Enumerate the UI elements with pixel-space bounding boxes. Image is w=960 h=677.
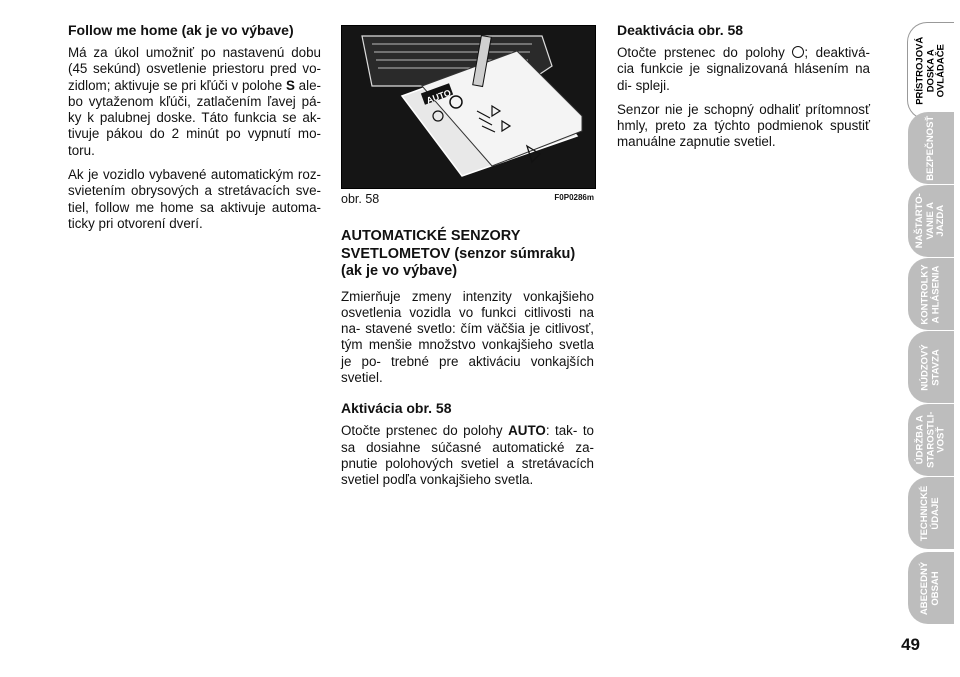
tab-nastartovanie[interactable] (908, 185, 954, 257)
paragraph-follow-me-home-2: Ak je vozidlo vybavené automatickým roz- svietením obrysových a stretávacích sve- tiel, follow me home sa aktivuje automa- ticky pri otvorení dverí. (68, 167, 321, 231)
tab-line: ABECEDNÝ (919, 561, 931, 615)
tab-line: NAŠTARTO- (914, 193, 926, 249)
tab-line: PRÍSTROJOVÁ (914, 36, 926, 106)
tab-label (926, 116, 937, 181)
tab-line: DOSKA A (924, 49, 936, 93)
paragraph-sensor-description: Zmierňuje zmeny intenzity vonkajšieho osvetlenia vozidla vo funkci citlivosti na na- stavené svetlo: čím väčšia je citlivosť, tým menšie množstvo vonkajšieho svetla je po- trebné pre aktiváciu vonkajších svetiel. (341, 288, 594, 385)
tab-line: TECHNICKÉ (919, 485, 931, 541)
paragraph-fog-note: Senzor nie je schopný odhaliť prítomnosť hmly, preto za týchto podmienok spustiť manuálne zapnutie svetiel. (617, 101, 870, 150)
column-middle (341, 228, 594, 496)
paragraph-follow-me-home-1 (68, 45, 321, 159)
tab-label (921, 344, 942, 390)
figure-code: F0P0286m (554, 193, 594, 202)
chapter-tabs (896, 0, 960, 677)
paragraph-activation (341, 423, 594, 488)
tab-bezpecnost[interactable] (908, 112, 954, 184)
column-right (617, 22, 870, 159)
figure-caption (341, 192, 594, 206)
tab-line: VOSŤ (935, 427, 947, 453)
heading-deactivation: Deaktivácia obr. 58 (617, 22, 744, 38)
page-number: 49 (901, 635, 920, 654)
text-segment: ale- bo vytaženom kľúči, zatlačením ľavej pá- ky k palubnej doske. Táto funkcia se ak- tivuje pákou do 2 minút po vypnutí mo- toru. (68, 77, 321, 158)
figure-caption-label: obr. 58 (341, 192, 380, 206)
light-stalk-drawing (342, 26, 595, 188)
tab-pristrojova-doska[interactable] (907, 22, 954, 120)
tab-line: JAZDA (935, 205, 947, 237)
tab-label (915, 193, 947, 248)
tab-udrzba[interactable] (908, 404, 954, 476)
heading-follow-me-home: Follow me home (ak je vo výbave) (68, 22, 294, 38)
auto-position: AUTO (508, 423, 546, 439)
figure-58-illustration (341, 25, 596, 189)
tab-line: ÚDRŽBA A (914, 415, 926, 465)
tab-line: BEZPEČNOSŤ (924, 115, 936, 181)
column-left (68, 22, 321, 240)
text-segment: Má za úkol umožniť po nastavenú dobu (45 sekúnd) osvetlenie priestoru pred vo- zidlom; aktivuje se pri kľúči v polohe (68, 45, 321, 93)
tab-kontrolky[interactable] (908, 258, 954, 330)
tab-line: STAVZA (930, 348, 942, 386)
tab-line: A HLÁSENIA (930, 265, 942, 323)
tab-line: KONTROLKY (919, 263, 931, 325)
text-segment: ; deaktivá- cia funkcie je signalizovaná hlásením na di- spleji. (617, 45, 870, 93)
text-segment: Otočte prstenec do polohy (341, 423, 509, 439)
tab-label (921, 561, 942, 614)
tab-nudzovy-stav[interactable] (908, 331, 954, 403)
text-segment: : tak- to sa dosiahne súčasné automatické za- pnutie polohových svetiel a stretávacích svetiel podľa vonkajšieho svetla. (341, 423, 594, 488)
paragraph-deactivation (617, 45, 870, 94)
tab-line: ÚDAJE (930, 496, 942, 530)
heading-activation: Aktivácia obr. 58 (341, 400, 452, 417)
tab-line: VANIE A (924, 202, 936, 240)
tab-line: OBSAH (930, 570, 941, 606)
tab-label (915, 37, 947, 105)
tab-technicke-udaje[interactable] (908, 477, 954, 549)
tab-abecedny-obsah[interactable] (908, 552, 954, 624)
auto-label: AUTO (425, 87, 453, 106)
key-position-s: S (285, 77, 295, 93)
heading-automatic-sensors: AUTOMATICKÉ SENZORY SVETLOMETOV (senzor súmraku) (ak je vo výbave) (341, 228, 576, 279)
tab-label (921, 264, 942, 324)
off-position-icon (792, 46, 804, 58)
text-segment: Otočte prstenec do polohy (617, 45, 793, 60)
tab-line: NÚDZOVÝ (919, 343, 931, 391)
tab-line: STAROSTLI- (924, 411, 936, 469)
tab-label (921, 485, 942, 540)
tab-label (915, 412, 947, 468)
tab-line: OVLÁDAČE (935, 44, 947, 98)
